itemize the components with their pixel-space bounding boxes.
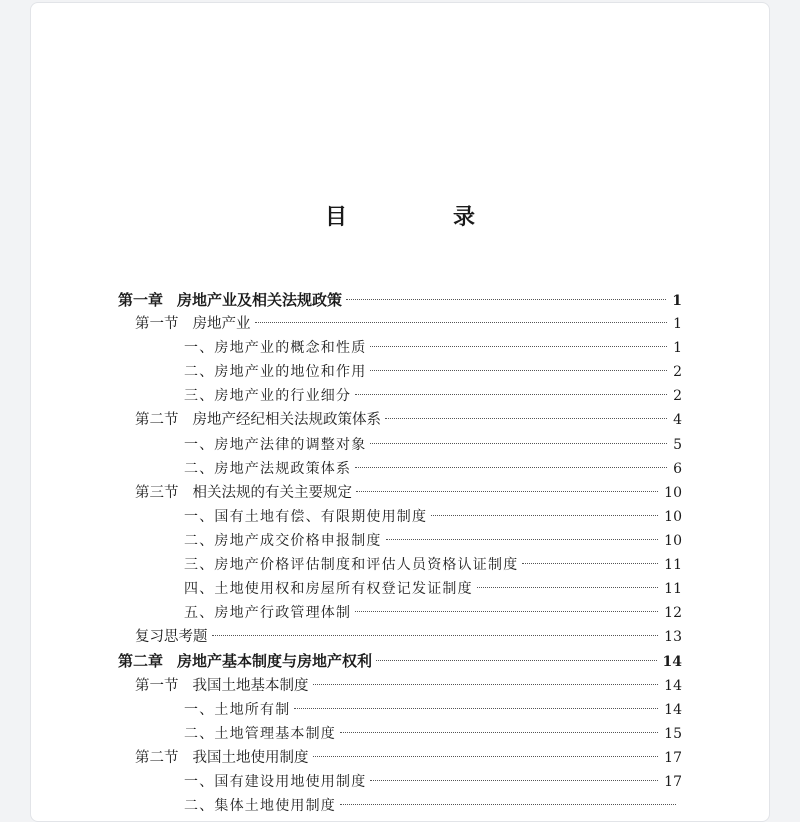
toc-entry-title bbox=[184, 577, 473, 601]
toc-entry-label: 相关法规的有关主要规定 bbox=[192, 484, 352, 501]
dot-leader bbox=[294, 708, 658, 709]
toc-entry[interactable] bbox=[118, 457, 682, 481]
toc-page-number: 15 bbox=[664, 725, 682, 742]
toc-page-number: 10 bbox=[664, 508, 682, 525]
toc-entry-title bbox=[135, 408, 381, 432]
toc-entry-number: 第一节 bbox=[135, 316, 179, 333]
toc-entry-title bbox=[184, 601, 351, 625]
toc-entry-label: 一、土地所有制 bbox=[184, 701, 291, 718]
toc-entry-title bbox=[184, 794, 336, 818]
toc-entry-label: 二、土地管理基本制度 bbox=[184, 725, 336, 742]
toc-entry-label: 二、房地产法规政策体系 bbox=[184, 460, 352, 477]
toc-entry-number: 第二节 bbox=[135, 749, 179, 766]
toc-entry-title bbox=[184, 770, 366, 794]
dot-leader bbox=[340, 732, 658, 733]
table-of-contents bbox=[118, 288, 682, 818]
dot-leader bbox=[370, 346, 667, 347]
toc-entry-label: 房地产基本制度与房地产权利 bbox=[177, 652, 373, 671]
toc-page-number: 14 bbox=[664, 701, 682, 718]
toc-entry-title bbox=[184, 336, 366, 360]
toc-entry-label: 二、房地产成交价格申报制度 bbox=[184, 532, 382, 549]
toc-entry-title bbox=[135, 625, 208, 649]
toc-entry-label: 三、房地产价格评估制度和评估人员资格认证制度 bbox=[184, 557, 519, 574]
toc-page-number: 17 bbox=[664, 749, 682, 766]
toc-entry-title bbox=[135, 312, 251, 336]
toc-entry-title bbox=[184, 360, 366, 384]
toc-page-number: 1 bbox=[673, 340, 682, 357]
toc-page-number: 1 bbox=[673, 316, 682, 333]
dot-leader bbox=[431, 515, 658, 516]
toc-entry[interactable] bbox=[118, 698, 682, 722]
toc-entry-label: 一、国有建设用地使用制度 bbox=[184, 773, 367, 790]
dot-leader bbox=[340, 804, 676, 805]
toc-entry-title bbox=[184, 505, 427, 529]
dot-leader bbox=[313, 756, 659, 757]
toc-entry-number: 第二章 bbox=[118, 652, 164, 671]
toc-entry[interactable] bbox=[118, 722, 682, 746]
toc-entry-number: 第二节 bbox=[135, 412, 179, 429]
toc-entry[interactable] bbox=[118, 408, 682, 432]
dot-leader bbox=[385, 418, 667, 419]
toc-entry[interactable] bbox=[118, 746, 682, 770]
toc-page-number: 5 bbox=[673, 436, 682, 453]
dot-leader bbox=[370, 780, 658, 781]
toc-entry-title bbox=[184, 529, 382, 553]
toc-entry[interactable] bbox=[118, 577, 682, 601]
toc-entry-number: 第一节 bbox=[135, 677, 179, 694]
toc-entry-label: 房地产经纪相关法规政策体系 bbox=[192, 412, 381, 429]
toc-page-number: 2 bbox=[673, 388, 682, 405]
dot-leader bbox=[346, 299, 666, 300]
dot-leader bbox=[522, 563, 658, 564]
toc-entry-label: 复习思考题 bbox=[135, 629, 208, 646]
dot-leader bbox=[355, 611, 658, 612]
toc-entry[interactable] bbox=[118, 336, 682, 360]
toc-entry[interactable] bbox=[118, 794, 682, 818]
toc-entry-label: 五、房地产行政管理体制 bbox=[184, 605, 352, 622]
toc-entry-label: 二、房地产业的地位和作用 bbox=[184, 364, 367, 381]
toc-page-number: 2 bbox=[673, 364, 682, 381]
toc-page-number: 14 bbox=[662, 654, 682, 671]
toc-entry-label: 二、集体土地使用制度 bbox=[184, 797, 336, 814]
toc-entry-title bbox=[184, 722, 336, 746]
dot-leader bbox=[386, 539, 659, 540]
toc-entry-title bbox=[184, 698, 290, 722]
dot-leader bbox=[355, 467, 667, 468]
toc-page-number: 10 bbox=[664, 532, 682, 549]
toc-page-number: 11 bbox=[664, 557, 682, 574]
toc-entry-title bbox=[184, 457, 351, 481]
toc-page-number: 13 bbox=[664, 629, 682, 646]
toc-entry-number: 第一章 bbox=[118, 291, 164, 309]
toc-page-number: 17 bbox=[664, 773, 682, 790]
toc-entry[interactable] bbox=[118, 674, 682, 698]
toc-entry[interactable] bbox=[118, 433, 682, 457]
toc-entry-number: 第三节 bbox=[135, 484, 179, 501]
toc-entry-label: 三、房地产业的行业细分 bbox=[184, 388, 352, 405]
toc-page-number: 12 bbox=[664, 605, 682, 622]
toc-entry[interactable] bbox=[118, 312, 682, 336]
toc-page-number: 1 bbox=[672, 293, 682, 309]
page-title: 目 录 bbox=[324, 205, 517, 230]
toc-entry[interactable] bbox=[118, 505, 682, 529]
toc-entry-title bbox=[118, 649, 372, 673]
toc-entry[interactable] bbox=[118, 529, 682, 553]
toc-entry-title bbox=[135, 746, 309, 770]
toc-entry-title bbox=[184, 433, 366, 457]
toc-entry[interactable] bbox=[118, 601, 682, 625]
dot-leader bbox=[212, 635, 659, 636]
toc-entry-label: 房地产业 bbox=[192, 316, 251, 333]
dot-leader bbox=[356, 491, 658, 492]
toc-entry-title bbox=[135, 674, 309, 698]
toc-entry-title bbox=[184, 553, 518, 577]
toc-entry[interactable] bbox=[118, 770, 682, 794]
toc-entry[interactable] bbox=[118, 288, 682, 312]
toc-entry-title bbox=[184, 384, 351, 408]
dot-leader bbox=[355, 394, 667, 395]
toc-entry-title bbox=[135, 481, 352, 505]
toc-page-number: 11 bbox=[664, 581, 682, 598]
dot-leader bbox=[313, 684, 659, 685]
toc-entry-label: 我国土地使用制度 bbox=[192, 749, 309, 766]
toc-page-number: 10 bbox=[664, 484, 682, 501]
dot-leader bbox=[255, 322, 668, 323]
toc-entry-label: 房地产业及相关法规政策 bbox=[177, 291, 343, 309]
toc-entry-title bbox=[118, 288, 342, 312]
toc-entry-label: 四、土地使用权和房屋所有权登记发证制度 bbox=[184, 581, 473, 598]
toc-entry-label: 一、房地产业的概念和性质 bbox=[184, 340, 367, 357]
toc-entry-label: 一、房地产法律的调整对象 bbox=[184, 436, 367, 453]
toc-entry[interactable] bbox=[118, 384, 682, 408]
toc-entry[interactable] bbox=[118, 481, 682, 505]
toc-page-number: 14 bbox=[664, 677, 682, 694]
toc-entry[interactable] bbox=[118, 625, 682, 649]
toc-entry[interactable] bbox=[118, 649, 682, 673]
toc-entry[interactable] bbox=[118, 553, 682, 577]
dot-leader bbox=[477, 587, 658, 588]
toc-entry[interactable] bbox=[118, 360, 682, 384]
toc-entry-label: 一、国有土地有偿、有限期使用制度 bbox=[184, 508, 428, 525]
toc-entry-label: 我国土地基本制度 bbox=[192, 677, 309, 694]
dot-leader bbox=[370, 370, 667, 371]
dot-leader bbox=[376, 660, 656, 661]
toc-page-number: 6 bbox=[673, 460, 682, 477]
dot-leader bbox=[370, 443, 667, 444]
toc-page-number: 4 bbox=[673, 412, 682, 429]
